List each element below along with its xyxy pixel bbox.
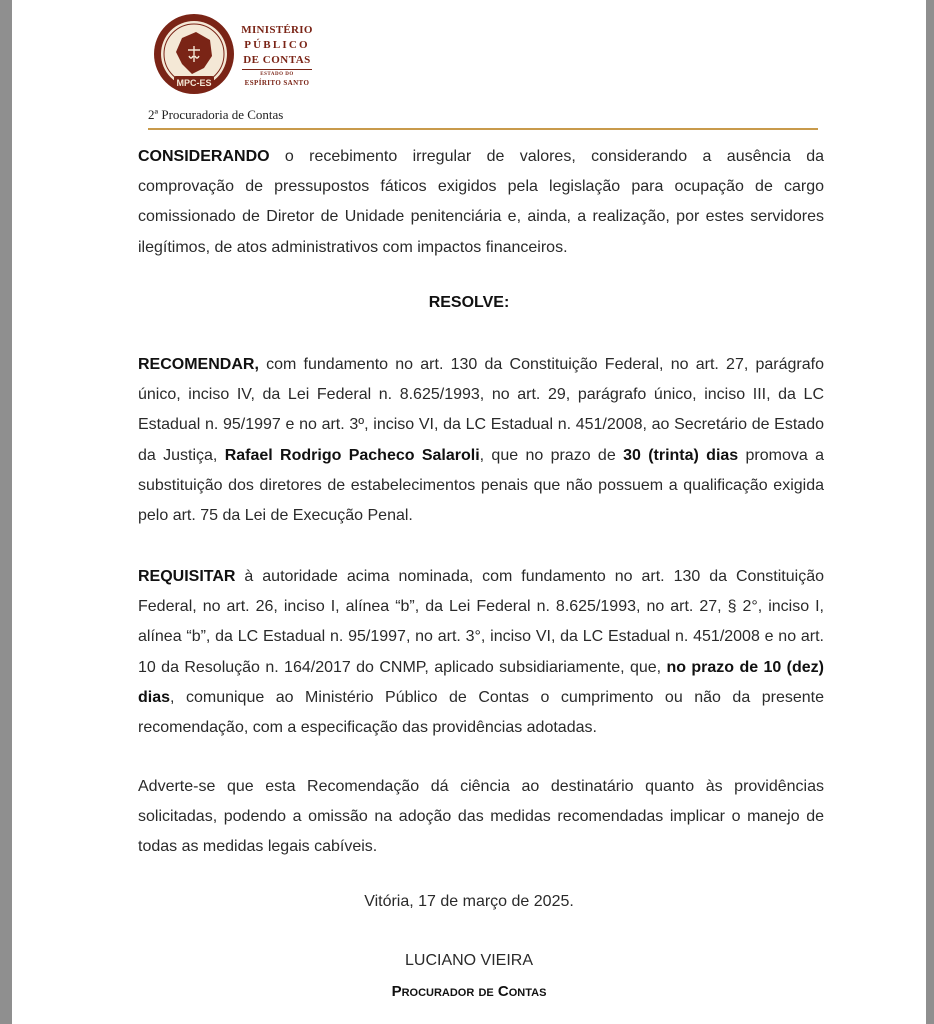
requisitar-lead: REQUISITAR xyxy=(138,568,236,585)
considerando-lead: CONSIDERANDO xyxy=(138,148,270,165)
seal-caption: MPC-ES xyxy=(176,78,212,88)
paragraph-considerando xyxy=(138,142,824,263)
signature-title: Procurador de Contas xyxy=(391,983,547,1000)
resolve-heading: RESOLVE: xyxy=(428,294,510,311)
paragraph-requisitar xyxy=(138,562,824,743)
org-line-3: DE CONTAS xyxy=(243,54,311,66)
org-line-1: MINISTÉRIO xyxy=(241,24,313,36)
recomendar-text-1: com fundamento no art. 130 da Constituição Federal, no art. 27, parágrafo único, inciso IV, da Lei Federal n. 8.625/1993, no art. 29, parágrafo único, inciso III, da LC Estadual n. 95/1997 e no art. 3º, inciso VI, da LC Estadual n. 451/2008, ao Secretário de Estado da Justiça, xyxy=(138,356,824,464)
recomendar-text-2: , que no prazo de xyxy=(479,446,624,464)
recomendar-text-3: promova a substituição dos diretores de estabelecimentos penais que não possuem a qualificação exigida pelo art. 75 da Lei de Execução Penal. xyxy=(138,446,825,525)
requisitar-text-2: , comunique ao Ministério Público de Contas o cumprimento ou não da presente recomendação, com a especificação das providências adotadas. xyxy=(138,688,824,737)
recomendar-deadline: 30 (trinta) dias xyxy=(623,446,739,464)
department-name: 2ª Procuradoria de Contas xyxy=(148,107,284,122)
requisitar-deadline: no prazo de 10 (dez) dias xyxy=(138,658,825,706)
requisitar-text-1: à autoridade acima nominada, com fundamento no art. 130 da Constituição Federal, no art. 26, inciso I, alínea “b”, da Lei Federal n. 8.625/1993, no art. 27, § 2°, inciso I, alínea “b”, da LC Estadual n. 95/1997, no art. 3°, inciso VI, da LC Estadual n. 451/2008 e no art. 10 da Resolução n. 164/2017 do CNMP, aplicado subsidiariamente, que, xyxy=(138,568,824,676)
signature-name: LUCIANO VIEIRA xyxy=(404,952,534,969)
org-line-4: ESTADO DO xyxy=(260,72,294,77)
organization-name xyxy=(232,24,322,87)
header-divider xyxy=(148,128,818,130)
paragraph-adverte xyxy=(138,772,824,863)
place-date: Vitória, 17 de março de 2025. xyxy=(364,893,574,910)
org-line-5: ESPÍRITO SANTO xyxy=(244,79,310,87)
left-border xyxy=(0,0,12,1024)
recomendar-lead: RECOMENDAR, xyxy=(138,356,259,373)
org-line-2: PÚBLICO xyxy=(244,39,310,51)
recipient-name: Rafael Rodrigo Pacheco Salaroli xyxy=(224,446,480,464)
org-divider xyxy=(242,69,312,70)
right-border xyxy=(926,0,934,1024)
paragraph-recomendar xyxy=(138,350,824,531)
adverte-text: Adverte-se que esta Recomendação dá ciência ao destinatário quanto às providências solicitadas, podendo a omissão na adoção das medidas recomendadas implicar o manejo de todas as medidas legais cabíveis. xyxy=(138,778,824,856)
document-page xyxy=(12,0,926,1024)
considerando-text: o recebimento irregular de valores, considerando a ausência da comprovação de pressupostos fáticos exigidos pela legislação para ocupação de cargo comissionado de Diretor de Unidade penitenciária e, ainda, a realização, por estes servidores ilegítimos, de atos administrativos com impactos financeiros. xyxy=(138,148,824,256)
